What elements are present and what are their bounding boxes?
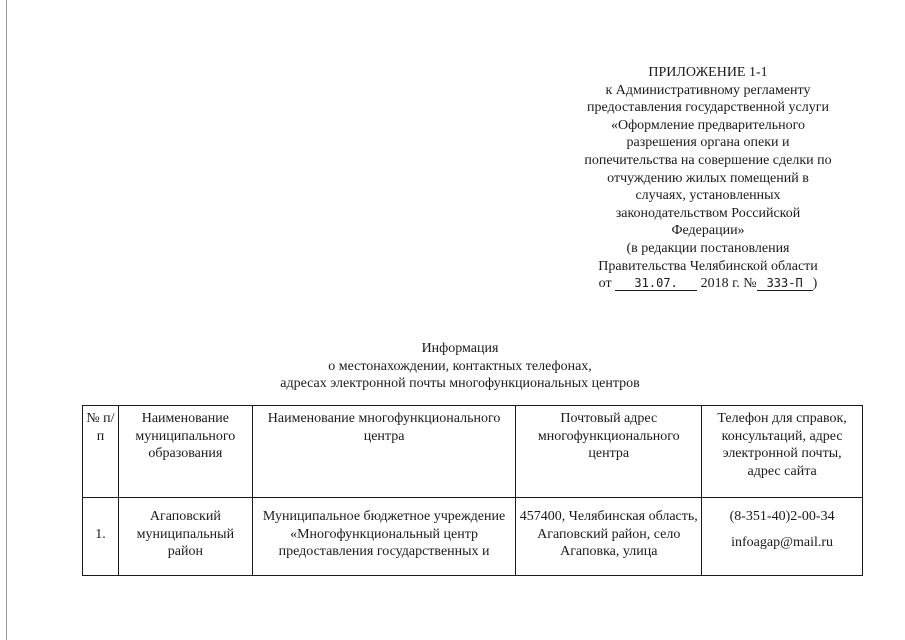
closing-paren: ) xyxy=(812,276,818,292)
date-prefix: от xyxy=(598,276,612,292)
date-value: 31.07. xyxy=(615,277,697,291)
appendix-line: Правительства Челябинской области xyxy=(598,258,818,274)
page-margin-line xyxy=(6,0,7,640)
info-title xyxy=(210,340,710,393)
decree-number: 333-П xyxy=(757,277,813,291)
mfc-table xyxy=(82,405,863,576)
appendix-line: отчуждению жилых помещений в xyxy=(607,170,809,186)
appendix-line: законодательством Российской xyxy=(615,205,801,221)
cell-address: 457400, Челябинская область, Агаповский район, село Агаповка, улица xyxy=(516,498,702,576)
appendix-line: случаях, установленных xyxy=(635,188,781,204)
header-address: Почтовый адрес многофункционального центра xyxy=(516,406,702,498)
appendix-date-line xyxy=(558,275,858,293)
header-phone: Телефон для справок, консультаций, адрес электронной почты, адрес сайта xyxy=(702,406,863,498)
info-title-line: адресах электронной почты многофункциональных центров xyxy=(280,376,640,391)
cell-email: infoagap@mail.ru xyxy=(731,534,834,550)
table-row xyxy=(83,498,863,576)
cell-center-name: Муниципальное бюджетное учреждение «Многофункциональный центр предоставления государственных и xyxy=(252,498,516,576)
header-center-name: Наименование многофункционального центра xyxy=(252,406,516,498)
year-text: 2018 г. № xyxy=(700,276,757,292)
info-title-line: Информация xyxy=(421,341,499,356)
appendix-line: разрешения органа опеки и xyxy=(626,135,790,151)
appendix-header xyxy=(558,64,858,293)
header-municipality: Наименование муниципального образования xyxy=(118,406,252,498)
appendix-line: предоставления государственной услуги xyxy=(587,100,829,116)
appendix-line: попечительства на совершение сделки по xyxy=(584,152,832,168)
cell-municipality: Агаповский муниципальный район xyxy=(118,498,252,576)
appendix-line: Федерации» xyxy=(671,223,745,239)
appendix-title: ПРИЛОЖЕНИЕ 1-1 xyxy=(648,65,768,80)
appendix-line: к Административному регламенту xyxy=(605,82,811,98)
table-header-row xyxy=(83,406,863,498)
appendix-line: (в редакции постановления xyxy=(626,240,790,256)
cell-phone: (8-351-40)2-00-34 xyxy=(729,509,835,524)
info-title-line: о местонахождении, контактных телефонах, xyxy=(328,358,592,374)
header-number: № п/п xyxy=(83,406,119,498)
appendix-line: «Оформление предварительного xyxy=(610,117,806,133)
cell-contacts xyxy=(702,498,863,576)
cell-number: 1. xyxy=(83,498,119,576)
